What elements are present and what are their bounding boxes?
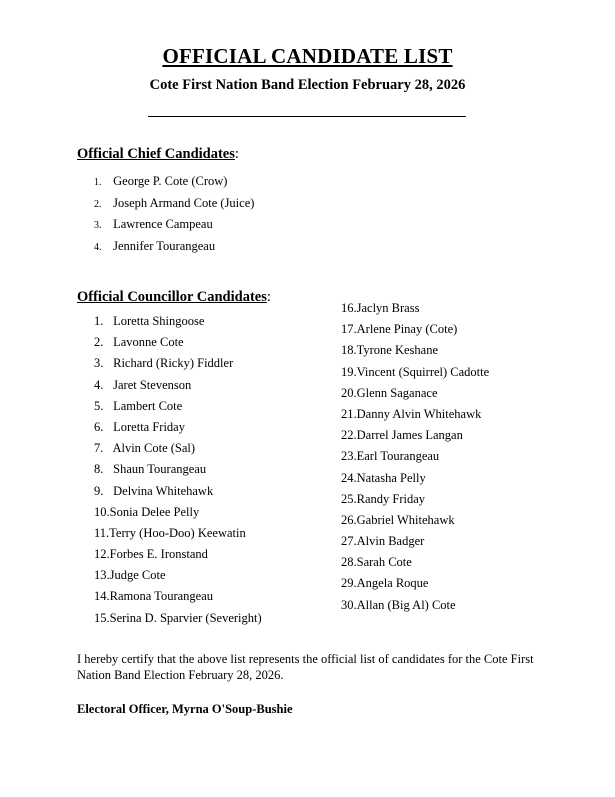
candidate-name: Sarah Cote [356, 555, 412, 570]
certification-statement: I hereby certify that the above list represents the official list of candidates for the Cote First Nation Band Election February 28, 2026. [77, 652, 534, 682]
electoral-officer-signature: Electoral Officer, Myrna O'Soup-Bushie [77, 702, 293, 716]
candidate-name: Earl Tourangeau [356, 449, 440, 464]
councillor-candidates-heading [77, 289, 271, 306]
candidate-number: 25. [341, 491, 357, 506]
candidate-number: 16. [341, 301, 357, 315]
candidate-name: Vincent (Squirrel) Cadotte [356, 364, 490, 379]
candidate-number: 4. [94, 377, 104, 392]
councillor-candidate-item [341, 300, 489, 321]
councillor-candidate-item [341, 533, 489, 554]
candidate-name: Serina D. Sparvier (Severight) [109, 610, 262, 625]
candidate-number: 27. [341, 534, 357, 549]
candidate-number: 18. [341, 343, 357, 358]
candidate-number: 9. [94, 483, 104, 498]
councillor-list-column-2 [341, 300, 489, 618]
councillor-candidate-item [94, 461, 262, 482]
chief-heading-colon: : [234, 146, 239, 162]
councillor-heading-colon: : [266, 289, 271, 305]
candidate-name: Danny Alvin Whitehawk [356, 406, 482, 421]
councillor-candidate-item [341, 406, 489, 427]
chief-candidates-heading [77, 146, 239, 163]
candidate-name: Terry (Hoo-Doo) Keewatin [109, 525, 246, 540]
candidate-number: 2. [94, 335, 104, 350]
councillor-candidate-item [94, 546, 262, 567]
candidate-number: 22. [341, 428, 357, 443]
candidate-name: Forbes E. Ironstand [109, 547, 208, 562]
candidate-name: Lambert Cote [113, 398, 183, 413]
candidate-number: 10. [94, 504, 110, 519]
candidate-number: 2. [94, 198, 102, 210]
candidate-number: 23. [341, 449, 357, 464]
candidate-number: 24. [341, 470, 357, 485]
candidate-number: 11. [94, 525, 110, 540]
candidate-number: 14. [94, 589, 110, 604]
candidate-name: Shaun Tourangeau [113, 462, 207, 477]
councillor-heading-text: Official Councillor Candidates [77, 289, 267, 305]
candidate-name: Jennifer Tourangeau [113, 238, 216, 253]
candidate-name: Lavonne Cote [113, 335, 184, 350]
candidate-number: 19. [341, 364, 357, 379]
candidate-name: Natasha Pelly [356, 470, 426, 485]
candidate-number: 1. [94, 177, 102, 188]
candidate-name: Randy Friday [356, 491, 426, 506]
chief-candidate-item [94, 216, 254, 238]
candidate-number: 4. [94, 241, 102, 253]
councillor-candidate-item [341, 385, 489, 406]
councillor-candidate-item [94, 588, 262, 609]
candidate-name: Alvin Cote (Sal) [112, 441, 196, 456]
councillor-candidate-item [94, 483, 262, 504]
councillor-candidate-item [94, 610, 262, 631]
title-divider [148, 116, 466, 117]
candidate-name: Judge Cote [109, 568, 166, 583]
councillor-list-column-1 [94, 313, 262, 631]
candidate-name: Sonia Delee Pelly [109, 504, 200, 519]
councillor-candidate-item [341, 470, 489, 491]
candidate-name: Tyrone Keshane [356, 343, 439, 358]
candidate-number: 3. [94, 356, 104, 371]
chief-candidates-list [94, 173, 254, 259]
candidate-name: George P. Cote (Crow) [113, 174, 228, 188]
candidate-number: 20. [341, 385, 357, 400]
candidate-number: 17. [341, 322, 357, 337]
candidate-name: Delvina Whitehawk [113, 483, 214, 498]
chief-candidate-item [94, 238, 254, 260]
councillor-candidate-item [94, 377, 262, 398]
councillor-candidate-item [341, 512, 489, 533]
councillor-candidate-item [94, 334, 262, 355]
councillor-candidate-item [341, 427, 489, 448]
candidate-name: Ramona Tourangeau [109, 589, 214, 604]
councillor-candidate-item [94, 313, 262, 334]
candidate-name: Loretta Friday [113, 419, 185, 434]
councillor-candidate-item [94, 567, 262, 588]
candidate-number: 12. [94, 547, 110, 562]
candidate-number: 6. [94, 419, 104, 434]
candidate-name: Allan (Big Al) Cote [356, 597, 456, 612]
councillor-candidate-item [94, 440, 262, 461]
candidate-number: 26. [341, 512, 357, 527]
candidate-number: 29. [341, 576, 357, 591]
chief-candidate-item [94, 195, 254, 217]
candidate-number: 7. [94, 441, 104, 456]
candidate-name: Joseph Armand Cote (Juice) [113, 195, 255, 210]
candidate-name: Richard (Ricky) Fiddler [113, 356, 234, 371]
candidate-number: 30. [341, 597, 357, 612]
candidate-name: Lawrence Campeau [113, 217, 213, 231]
candidate-name: Darrel James Langan [356, 428, 463, 443]
candidate-name: Arlene Pinay (Cote) [356, 322, 458, 337]
councillor-candidate-item [341, 554, 489, 575]
candidate-name: Jaret Stevenson [113, 377, 192, 392]
councillor-candidate-item [94, 398, 262, 419]
councillor-candidate-item [341, 364, 489, 385]
candidate-name: Angela Roque [356, 576, 429, 591]
candidate-name: Glenn Saganace [356, 385, 438, 400]
candidate-number: 13. [94, 568, 110, 583]
councillor-candidate-item [341, 575, 489, 596]
candidate-number: 5. [94, 398, 104, 413]
councillor-candidate-item [341, 342, 489, 363]
councillor-candidate-item [341, 321, 489, 342]
councillor-candidate-item [94, 355, 262, 376]
chief-heading-text: Official Chief Candidates [77, 146, 235, 162]
document-title: OFFICIAL CANDIDATE LIST [162, 44, 453, 68]
candidate-name: Gabriel Whitehawk [356, 512, 455, 527]
election-subtitle: Cote First Nation Band Election February 28, 2026 [149, 77, 466, 93]
councillor-candidate-item [341, 491, 489, 512]
candidate-number: 1. [94, 314, 104, 328]
candidate-name: Alvin Badger [356, 534, 425, 549]
candidate-number: 8. [94, 462, 104, 477]
candidate-name: Jaclyn Brass [356, 301, 420, 315]
candidate-number: 3. [94, 220, 102, 231]
candidate-number: 28. [341, 555, 357, 570]
councillor-candidate-item [94, 504, 262, 525]
councillor-candidate-item [94, 419, 262, 440]
candidate-number: 15. [94, 610, 110, 625]
chief-candidate-item [94, 173, 254, 195]
candidate-number: 21. [341, 406, 357, 421]
councillor-candidate-item [341, 448, 489, 469]
councillor-candidate-item [341, 597, 489, 618]
candidate-name: Loretta Shingoose [113, 314, 205, 328]
councillor-candidate-item [94, 525, 262, 546]
